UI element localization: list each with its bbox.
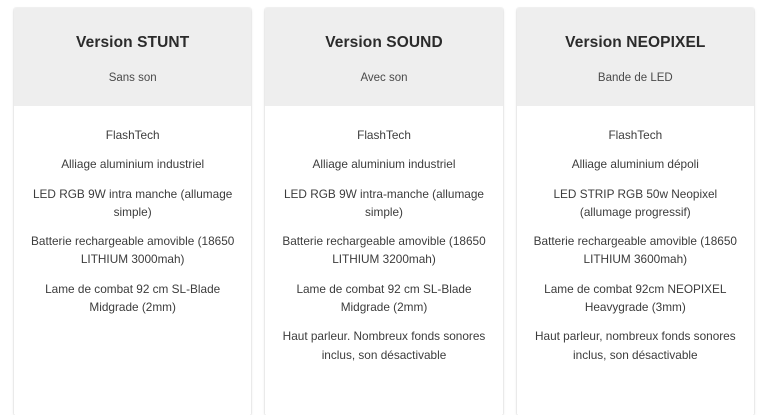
feature-item: Batterie rechargeable amovible (18650 LITHIUM 3000mah) [31, 234, 235, 267]
feature-item: FlashTech [357, 128, 411, 142]
feature-item: Lame de combat 92cm NEOPIXEL Heavygrade (3mm) [544, 281, 727, 314]
feature-item: LED RGB 9W intra manche (allumage simple) [33, 186, 233, 219]
column-features-sound [265, 106, 502, 415]
feature-item: FlashTech [608, 128, 663, 142]
feature-item: Haut parleur, nombreux fonds sonores inclus, son désactivable [534, 329, 736, 362]
version-column-stunt [14, 8, 251, 415]
feature-item: Haut parleur. Nombreux fonds sonores inclus, son désactivable [282, 329, 486, 362]
column-subtitle: Sans son [108, 72, 157, 84]
column-features-neopixel [517, 106, 754, 415]
version-column-neopixel [517, 8, 754, 415]
feature-item: FlashTech [105, 128, 160, 142]
column-subtitle: Avec son [360, 72, 408, 84]
feature-item: Lame de combat 92 cm SL-Blade Midgrade (2mm) [45, 281, 221, 314]
feature-item: Alliage aluminium dépoli [571, 157, 699, 172]
version-column-sound [265, 8, 502, 415]
column-title: Version STUNT [76, 34, 190, 51]
feature-item: LED RGB 9W intra-manche (allumage simple) [284, 186, 484, 219]
feature-item: LED STRIP RGB 50w Neopixel (allumage progressif) [553, 186, 718, 219]
feature-item: Alliage aluminium industriel [312, 157, 456, 172]
column-title: Version SOUND [325, 34, 443, 51]
feature-item: Alliage aluminium industriel [61, 157, 205, 172]
column-features-stunt [14, 106, 251, 415]
feature-item: Batterie rechargeable amovible (18650 LITHIUM 3600mah) [533, 234, 737, 267]
column-header-stunt [14, 8, 251, 106]
feature-item: Batterie rechargeable amovible (18650 LITHIUM 3200mah) [282, 234, 486, 267]
column-title: Version NEOPIXEL [565, 34, 706, 51]
column-header-neopixel [517, 8, 754, 106]
column-header-sound [265, 8, 502, 106]
feature-item: Lame de combat 92 cm SL-Blade Midgrade (2mm) [296, 281, 472, 314]
column-subtitle: Bande de LED [597, 72, 673, 84]
